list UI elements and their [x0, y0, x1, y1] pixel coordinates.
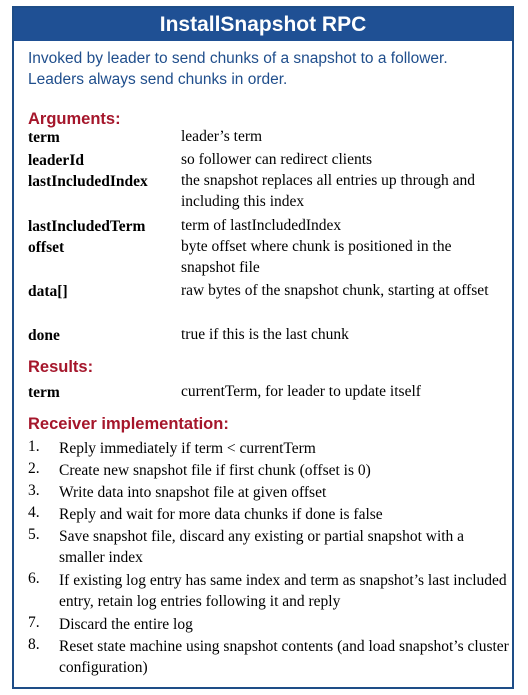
step-text: Reset state machine using snapshot contents (and load snapshot’s cluster configuration) — [59, 638, 509, 676]
step-text: Discard the entire log — [59, 616, 193, 633]
step-number: 8. — [28, 636, 40, 653]
receiver-heading: Receiver implementation: — [28, 415, 229, 433]
arg-name-done: done — [28, 327, 60, 344]
arg-desc-lastincludedterm: term of lastIncludedIndex — [181, 217, 342, 234]
arg-name-term: term — [28, 129, 60, 146]
step-text: Save snapshot file, discard any existing or partial snapshot with a smaller index — [59, 528, 465, 566]
arg-desc-offset: byte offset where chunk is positioned in the snapshot file — [181, 238, 452, 276]
arg-name-leaderid: leaderId — [28, 152, 84, 169]
step-number: 1. — [28, 438, 40, 455]
step-text: Reply immediately if term < currentTerm — [59, 440, 316, 457]
step-number: 2. — [28, 460, 40, 477]
arguments-heading: Arguments: — [28, 110, 121, 128]
step-text: Write data into snapshot file at given offset — [59, 484, 327, 501]
arg-desc-term: leader’s term — [181, 128, 263, 145]
arg-desc-lastincludedindex: the snapshot replaces all entries up through and including this index — [181, 172, 475, 210]
step-text: Reply and wait for more data chunks if done is false — [59, 506, 383, 523]
arg-desc-done: true if this is the last chunk — [181, 326, 349, 343]
step-text: If existing log entry has same index and term as snapshot’s last included entry, retain log entries following it and reply — [59, 572, 507, 610]
arg-name-lastincludedterm: lastIncludedTerm — [28, 218, 146, 235]
arg-name-offset: offset — [28, 239, 65, 256]
step-number: 3. — [28, 482, 40, 499]
step-number: 6. — [28, 570, 40, 587]
card-title: InstallSnapshot RPC — [14, 8, 512, 41]
result-name-term: term — [28, 384, 60, 401]
intro-text: Invoked by leader to send chunks of a snapshot to a follower. Leaders always send chunks in order. — [28, 50, 448, 88]
step-number: 5. — [28, 526, 40, 543]
results-heading: Results: — [28, 358, 94, 376]
result-desc-term: currentTerm, for leader to update itself — [181, 383, 421, 400]
step-number: 7. — [28, 614, 40, 631]
arg-name-lastincludedindex: lastIncludedIndex — [28, 173, 148, 190]
arg-desc-leaderid: so follower can redirect clients — [181, 151, 373, 168]
step-text: Create new snapshot file if first chunk (offset is 0) — [59, 462, 371, 479]
rpc-card — [12, 6, 514, 689]
step-number: 4. — [28, 504, 40, 521]
arg-desc-data: raw bytes of the snapshot chunk, starting at offset — [181, 282, 489, 299]
arg-name-data: data[] — [28, 283, 68, 300]
